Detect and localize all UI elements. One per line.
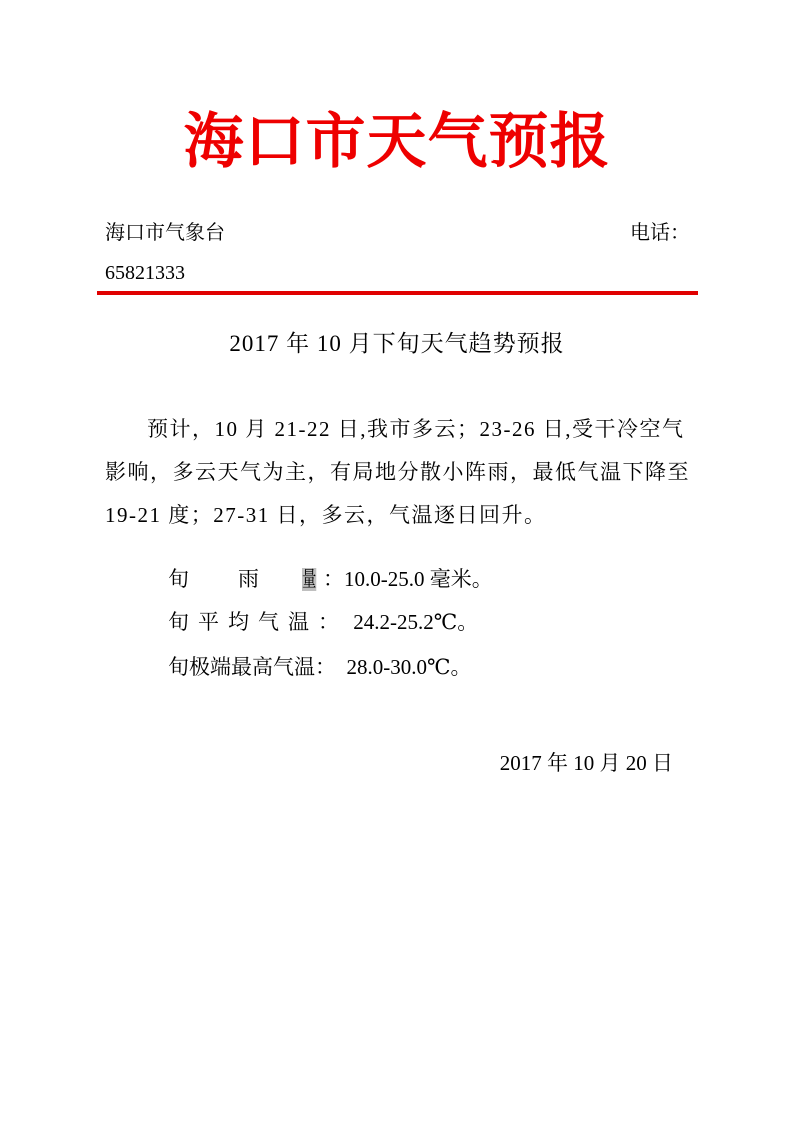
letterhead-row: [105, 221, 690, 245]
agency-name: 海口市气象台: [105, 222, 225, 244]
report-heading: 2017 年 10 月下旬天气趋势预报: [229, 331, 565, 356]
rainfall-label-char-3-highlighted: 量: [302, 567, 317, 591]
phone-label: 电话：: [630, 222, 690, 244]
paragraph-line-2: 影响，多云天气为主，有局地分散小阵雨，最低气温下降至: [105, 460, 690, 484]
average-temperature-label: 旬平均气温：: [168, 610, 348, 634]
extreme-temperature-line: [147, 633, 472, 702]
average-temperature-value: 24.2-25.2℃。: [348, 610, 479, 634]
paragraph-line-3: 19-21 度；27-31 日，多云，气温逐日回升。: [105, 503, 547, 527]
rainfall-label-char-1: 旬: [168, 567, 189, 591]
forecast-paragraph: [105, 408, 695, 537]
letterhead-divider-rule: [97, 291, 698, 295]
rainfall-value: ：10.0-25.0 毫米。: [323, 567, 493, 591]
document-title: 海口市天气预报: [183, 108, 611, 175]
extreme-temperature-label: 旬极端最高气温：: [168, 655, 336, 679]
phone-number: 65821333: [105, 262, 185, 284]
extreme-temperature-value: 28.0-30.0℃。: [336, 655, 472, 679]
paragraph-line-1: 预计，10 月 21-22 日,我市多云；23-26 日,受干冷空气: [147, 417, 685, 441]
document-date: 2017 年 10 月 20 日: [499, 751, 673, 775]
rainfall-label-char-2: 雨: [238, 567, 259, 591]
